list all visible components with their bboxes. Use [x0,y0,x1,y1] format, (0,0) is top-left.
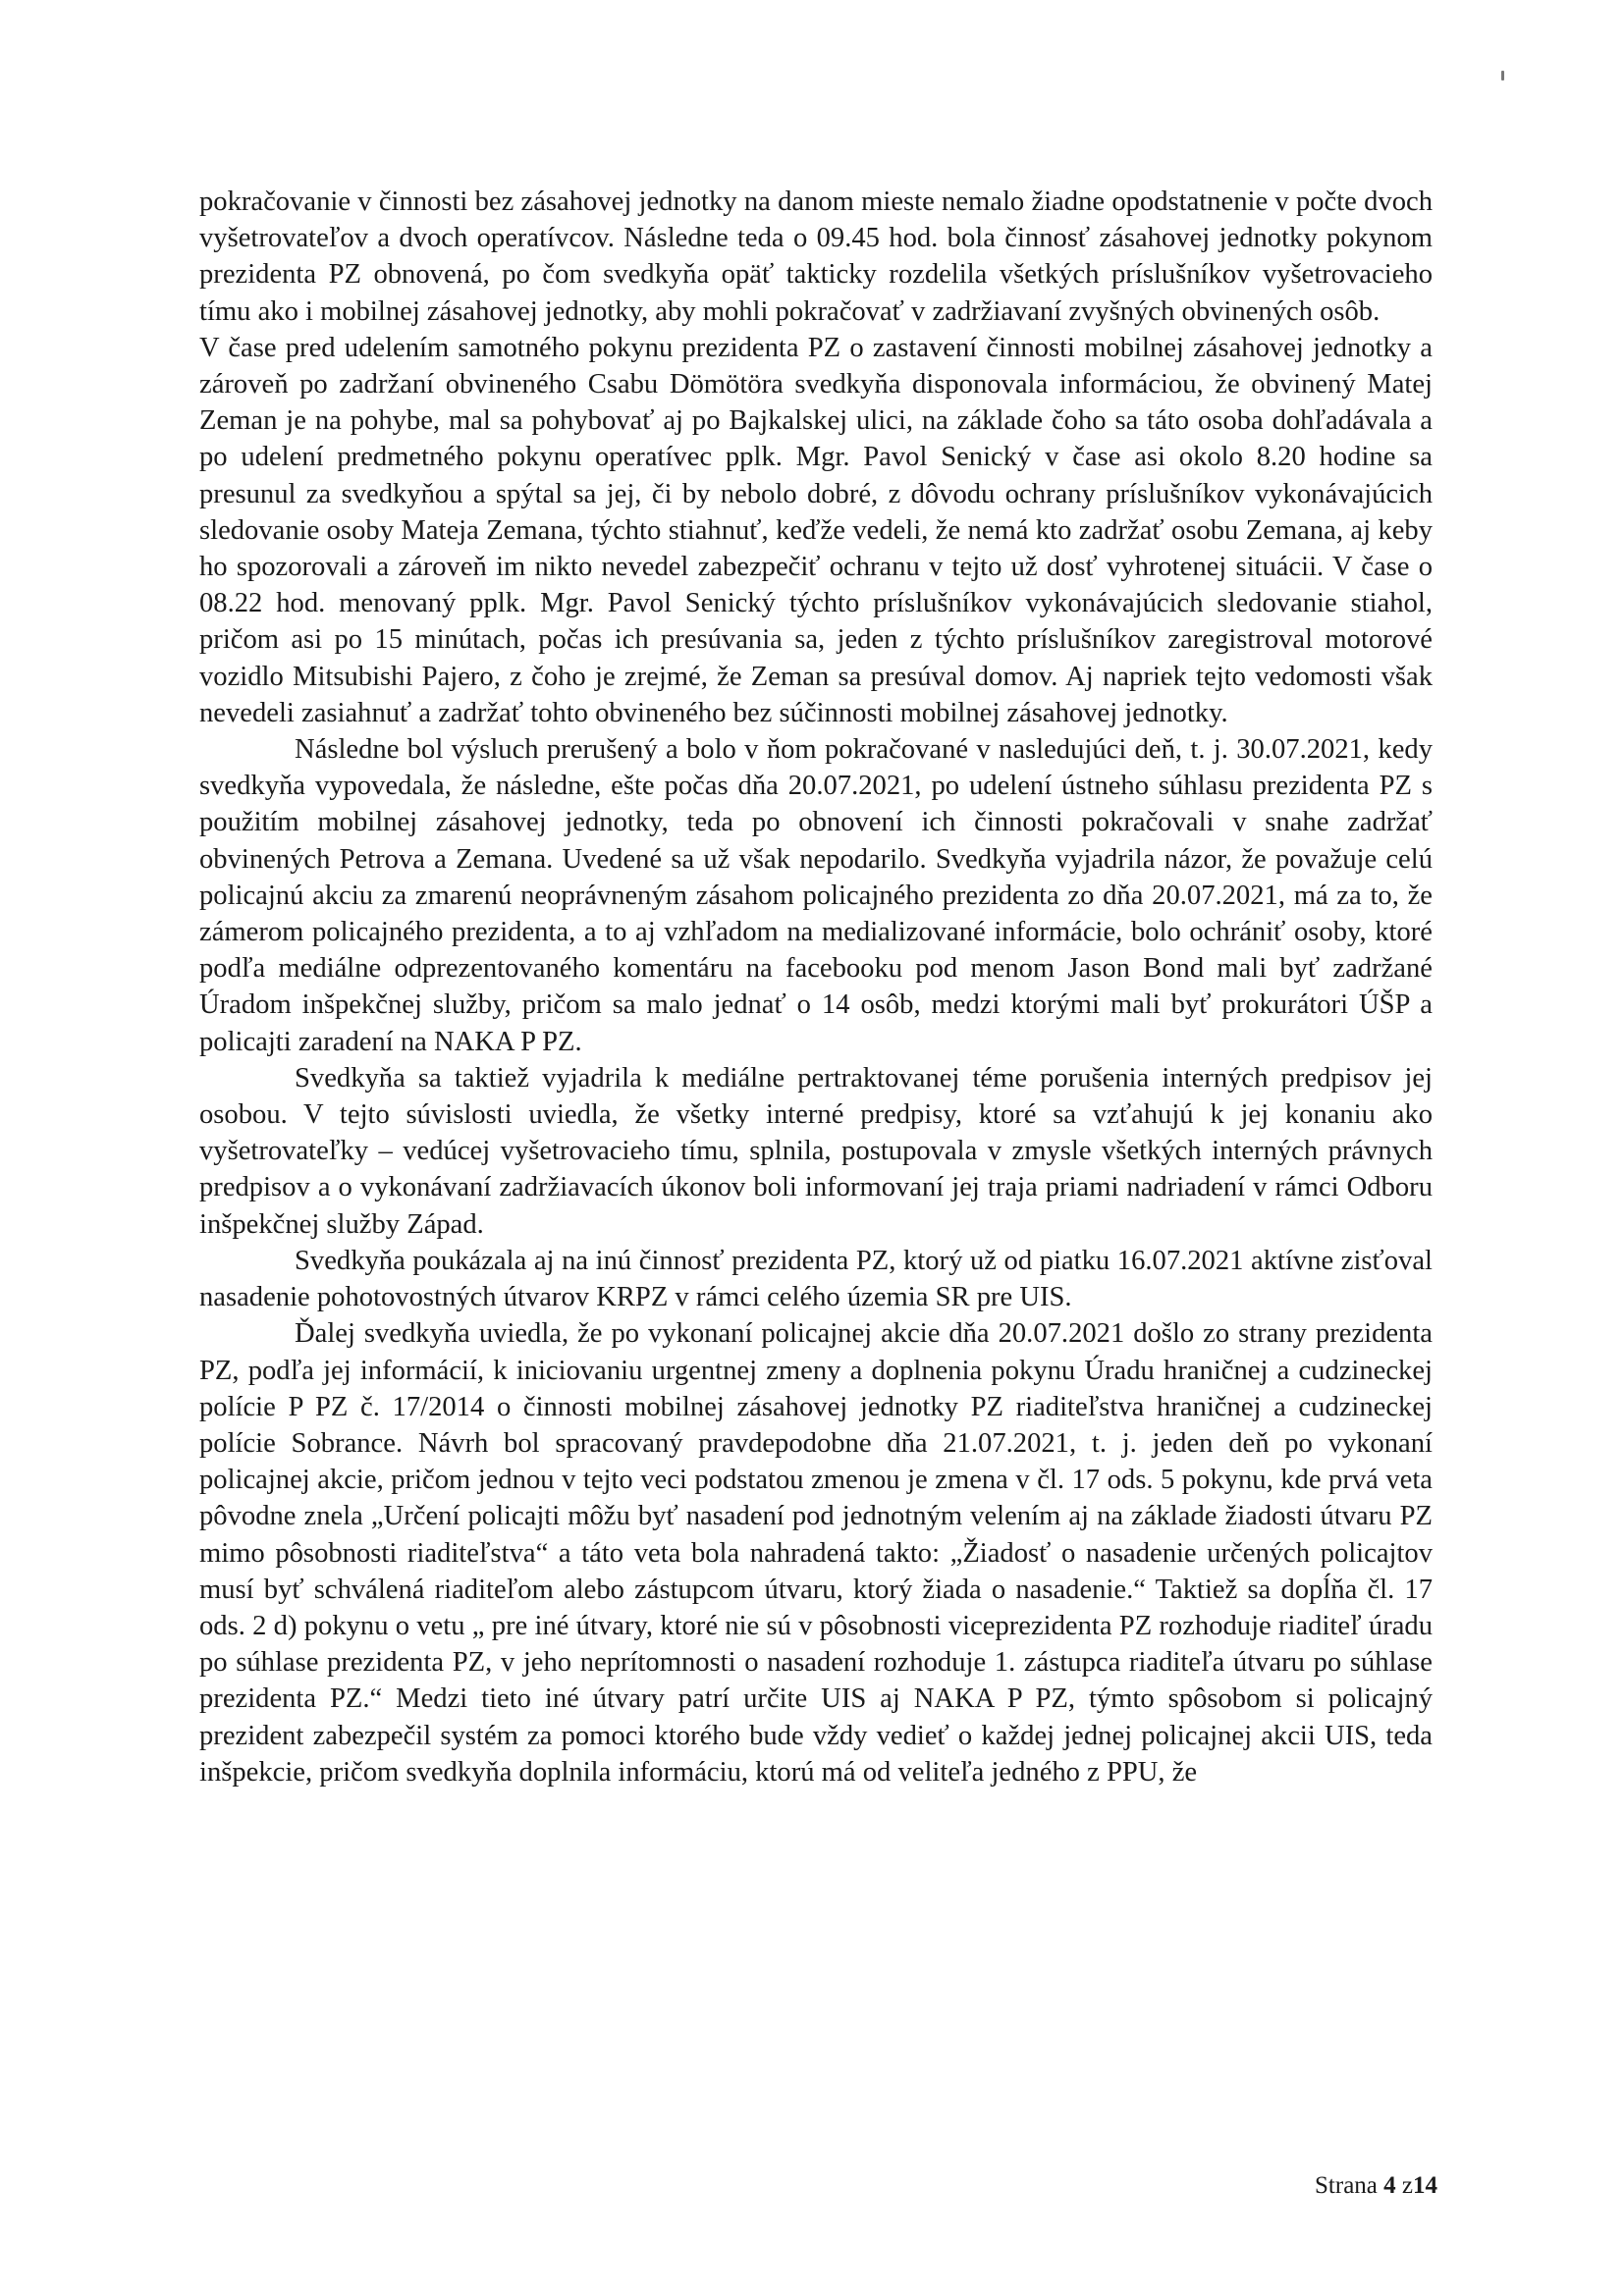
paragraph-1: pokračovanie v činnosti bez zásahovej jednotky na danom mieste nemalo žiadne opodstatnenie v počte dvoch vyšetrovateľov a dvoch operatívcov. Následne teda o 09.45 hod. bola činnosť zásahovej jednotky pokynom prezidenta PZ obnovená, po čom svedkyňa opäť takticky rozdelila všetkých príslušníkov vyšetrovacieho tímu ako i mobilnej zásahovej jednotky, aby mohli pokračovať v zadržiavaní zvyšných obvinených osôb. [199,187,1433,327]
paragraph-4: Svedkyňa sa taktiež vyjadrila k mediálne pertraktovanej téme porušenia interných predpisov jej osobou. V tejto súvislosti uviedla, že všetky interné predpisy, ktoré sa vzťahujú k jej konaniu ako vyšetrovateľky – vedúcej vyšetrovacieho tímu, splnila, postupovala v zmysle všetkých interných právnych predpisov a o vykonávaní zadržiavacích úkonov boli informovaní jej traja priami nadriadení v rámci Odboru inšpekčnej služby Západ. [199,1062,1433,1240]
paragraph-3: Následne bol výsluch prerušený a bolo v ňom pokračované v nasledujúci deň, t. j. 30.07.2021, kedy svedkyňa vypovedala, že následne, ešte počas dňa 20.07.2021, po udelení ústneho súhlasu prezidenta PZ s použitím mobilnej zásahovej jednotky, teda po obnovení ich činnosti pokračovali v snahe zadržať obvinených Petrova a Zemana. Uvedené sa už však nepodarilo. Svedkyňa vyjadrila názor, že považuje celú policajnú akciu za zmarenú neoprávneným zásahom policajného prezidenta zo dňa 20.07.2021, má za to, že zámerom policajného prezidenta, a to aj vzhľadom na medializované informácie, bolo ochrániť osoby, ktoré podľa mediálne odprezentovaného komentáru na facebooku pod menom Jason Bond mali byť zadržané Úradom inšpekčnej služby, pričom sa malo jednať o 14 osôb, medzi ktorými mali byť prokurátori ÚŠP a policajti zaradení na NAKA P PZ. [199,734,1433,1057]
paragraph-6: Ďalej svedkyňa uviedla, že po vykonaní policajnej akcie dňa 20.07.2021 došlo zo strany prezidenta PZ, podľa jej informácií, k iniciovaniu urgentnej zmeny a doplnenia pokynu Úradu hraničnej a cudzineckej polície P PZ č. 17/2014 o činnosti mobilnej zásahovej jednotky PZ riaditeľstva hraničnej a cudzineckej polície Sobrance. Návrh bol spracovaný pravdepodobne dňa 21.07.2021, t. j. jeden deň po vykonaní policajnej akcie, pričom jednou v tejto veci podstatou zmenou je zmena v čl. 17 ods. 5 pokynu, kde prvá veta pôvodne znela „Určení policajti môžu byť nasadení pod jednotným velením aj na základe žiadosti útvaru PZ mimo pôsobnosti riaditeľstva“ a táto veta bola nahradená takto: „Žiadosť o nasadenie určených policajtov musí byť schválená riaditeľom alebo zástupcom útvaru, ktorý žiada o nasadenie.“ Taktiež sa dopĺňa čl. 17 ods. 2 d) pokynu o vetu „ pre iné útvary, ktoré nie sú v pôsobnosti viceprezidenta PZ rozhoduje riaditeľ úradu po súhlase prezidenta PZ, v jeho neprítomnosti o nasadení rozhoduje 1. zástupca riaditeľa útvaru po súhlase prezidenta PZ.“ Medzi tieto iné útvary patrí určite UIS aj NAKA P PZ, týmto spôsobom si policajný prezident zabezpečil systém za pomoci ktorého bude vždy vedieť o každej jednej policajnej akcii UIS, teda inšpekcie, pričom svedkyňa doplnila informáciu, ktorú má od veliteľa jedného z PPU, že [199,1318,1433,1788]
document-body [199,184,1433,1790]
page-label: Strana [1315,2172,1378,2199]
total-pages: 14 [1413,2172,1437,2199]
scan-mark [1501,71,1504,80]
current-page: 4 [1383,2172,1396,2199]
paragraph-5: Svedkyňa poukázala aj na inú činnosť prezidenta PZ, ktorý už od piatku 16.07.2021 aktívne zisťoval nasadenie pohotovostných útvarov KRPZ v rámci celého územia SR pre UIS. [199,1245,1433,1313]
page-of: z [1401,2172,1413,2199]
paragraph-2: V čase pred udelením samotného pokynu prezidenta PZ o zastavení činnosti mobilnej zásahovej jednotky a zároveň po zadržaní obvineného Csabu Dömötöra svedkyňa disponovala informáciou, že obvinený Matej Zeman je na pohybe, mal sa pohybovať aj po Bajkalskej ulici, na základe čoho sa táto osoba dohľadávala a po udelení predmetného pokynu operatívec pplk. Mgr. Pavol Senický v čase asi okolo 8.20 hodine sa presunul za svedkyňou a spýtal sa jej, či by nebolo dobré, z dôvodu ochrany príslušníkov vykonávajúcich sledovanie osoby Mateja Zemana, týchto stiahnuť, keďže vedeli, že nemá kto zadržať osobu Zemana, aj keby ho spozorovali a zároveň im nikto nevedel zabezpečiť ochranu v tejto už dosť vyhrotenej situácii. V čase o 08.22 hod. menovaný pplk. Mgr. Pavol Senický týchto príslušníkov vykonávajúcich sledovanie stiahol, pričom asi po 15 minútach, počas ich presúvania sa, jeden z týchto príslušníkov zaregistroval motorové vozidlo Mitsubishi Pajero, z čoho je zrejmé, že Zeman sa presúval domov. Aj napriek tejto vedomosti však nevedeli zasiahnuť a zadržať tohto obvineného bez súčinnosti mobilnej zásahovej jednotky. [199,332,1433,728]
page-number-footer [1315,2172,1437,2200]
